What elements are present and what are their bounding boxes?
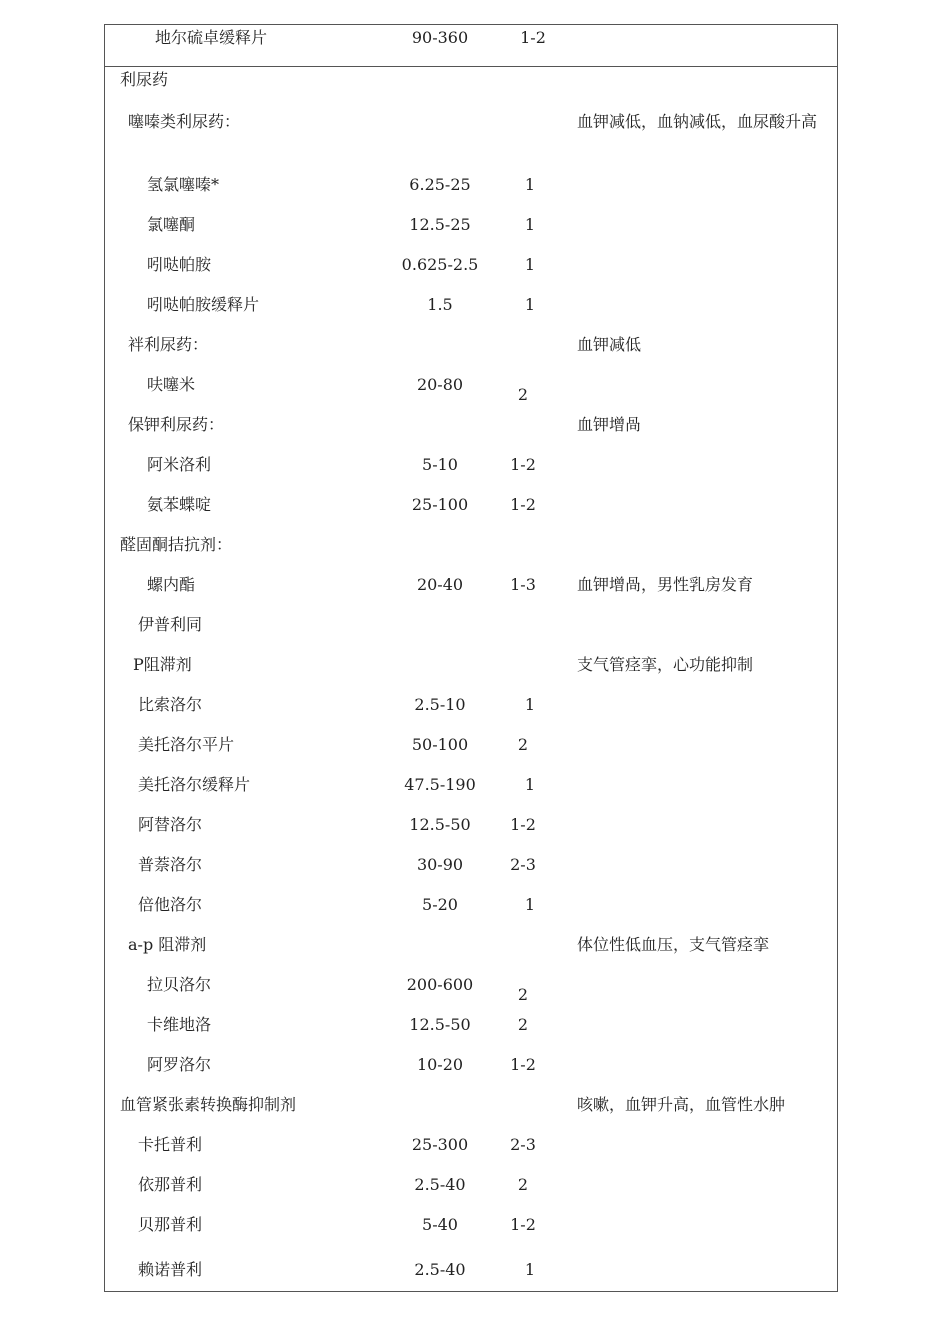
drug-name: 依那普利 <box>138 1175 203 1194</box>
table-row <box>0 413 950 441</box>
table-row <box>0 733 950 761</box>
daily-frequency: 1-3 <box>510 575 536 594</box>
table-row <box>0 613 950 641</box>
side-effects: 支气管痉挛，心功能抑制 <box>577 655 754 674</box>
drug-name: 倍他洛尔 <box>138 895 203 914</box>
dose-range: 10-20 <box>416 1055 464 1074</box>
table-row <box>0 1133 950 1161</box>
side-effects: 体位性低血压，支气管痉挛 <box>577 935 770 954</box>
category-heading: P阻滞剂 <box>133 655 192 674</box>
drug-name: 氯噻酮 <box>147 215 196 234</box>
side-effects: 血钾增咼 <box>577 415 642 434</box>
daily-frequency: 2 <box>517 1015 529 1034</box>
table-row <box>0 1053 950 1081</box>
table-row <box>0 893 950 921</box>
dose-range: 30-90 <box>416 855 464 874</box>
drug-name: 比索洛尔 <box>138 695 203 714</box>
table-row <box>0 693 950 721</box>
drug-name: 螺内酯 <box>147 575 196 594</box>
table-row <box>0 373 950 404</box>
daily-frequency: 1-2 <box>520 28 546 47</box>
daily-frequency: 1-2 <box>510 1055 536 1074</box>
table-row <box>0 293 950 321</box>
table-row <box>0 853 950 881</box>
table-row <box>0 1213 950 1241</box>
daily-frequency: 1 <box>524 255 536 274</box>
drug-name: 氨苯蝶啶 <box>147 495 212 514</box>
category-heading: a-p 阻滞剂 <box>128 935 207 954</box>
table-row <box>0 773 950 801</box>
table-row <box>0 933 950 961</box>
dose-range: 25-300 <box>411 1135 469 1154</box>
table-row <box>0 573 950 601</box>
table-row <box>0 653 950 681</box>
drug-name: 吲哒帕胺 <box>147 255 212 274</box>
drug-name: 吲哒帕胺缓释片 <box>147 295 260 314</box>
daily-frequency: 1-2 <box>510 455 536 474</box>
dose-range: 2.5-40 <box>414 1175 466 1194</box>
dose-range: 12.5-50 <box>409 1015 471 1034</box>
daily-frequency: 1-2 <box>510 815 536 834</box>
daily-frequency: 2 <box>517 735 529 754</box>
drug-name: 拉贝洛尔 <box>147 975 212 994</box>
dose-range: 90-360 <box>411 28 469 47</box>
table-row <box>0 253 950 281</box>
dose-range: 50-100 <box>411 735 469 754</box>
table-row <box>0 173 950 201</box>
dose-range: 2.5-10 <box>414 695 466 714</box>
daily-frequency: 2-3 <box>510 1135 536 1154</box>
table-row <box>0 213 950 241</box>
subcategory-heading: 噻嗪类利尿药： <box>128 112 241 131</box>
table-row <box>0 333 950 361</box>
drug-name: 阿罗洛尔 <box>147 1055 212 1074</box>
drug-name: 阿替洛尔 <box>138 815 203 834</box>
drug-name: 呋噻米 <box>147 375 196 394</box>
subcategory-heading: 保钾利尿药： <box>128 415 225 434</box>
dose-range: 6.25-25 <box>409 175 471 194</box>
table-row <box>0 973 950 1004</box>
drug-name: 赖诺普利 <box>138 1260 203 1279</box>
table-row <box>0 1013 950 1041</box>
table-row <box>0 493 950 521</box>
table-row <box>0 453 950 481</box>
dose-range: 0.625-2.5 <box>401 255 479 274</box>
drug-name: 卡托普利 <box>138 1135 203 1154</box>
dose-range: 1.5 <box>427 295 453 314</box>
table-row <box>0 1093 950 1121</box>
daily-frequency: 1-2 <box>510 1215 536 1234</box>
category-heading: 血管紧张素转换酶抑制剂 <box>120 1095 297 1114</box>
dose-range: 2.5-40 <box>414 1260 466 1279</box>
dose-range: 12.5-50 <box>409 815 471 834</box>
row-divider <box>104 66 838 67</box>
daily-frequency: 1 <box>524 895 536 914</box>
dose-range: 47.5-190 <box>404 775 476 794</box>
dose-range: 20-40 <box>416 575 464 594</box>
subcategory-heading: 袢利尿药： <box>128 335 209 354</box>
table-row <box>0 1258 950 1286</box>
table-row <box>0 1173 950 1201</box>
drug-name: 美托洛尔平片 <box>138 735 235 754</box>
dose-range: 12.5-25 <box>409 215 471 234</box>
side-effects: 血钾减低 <box>577 335 642 354</box>
dose-range: 5-10 <box>422 455 458 474</box>
drug-name: 普萘洛尔 <box>138 855 203 874</box>
daily-frequency: 2 <box>517 985 529 1004</box>
table-row <box>0 26 950 54</box>
side-effects: 血钾减低，血钠减低，血尿酸升高 <box>577 112 818 131</box>
drug-name: 伊普利同 <box>138 615 203 634</box>
dose-range: 5-20 <box>422 895 458 914</box>
daily-frequency: 1 <box>524 215 536 234</box>
daily-frequency: 2-3 <box>510 855 536 874</box>
category-heading: 醛固酮拮抗剂： <box>120 535 233 554</box>
drug-name: 氢氯噻嗪* <box>147 175 220 194</box>
daily-frequency: 2 <box>517 1175 529 1194</box>
side-effects: 血钾增咼，男性乳房发育 <box>577 575 754 594</box>
table-row <box>0 533 950 561</box>
drug-name: 阿米洛利 <box>147 455 212 474</box>
dose-range: 5-40 <box>422 1215 458 1234</box>
dose-range: 20-80 <box>416 375 464 394</box>
side-effects: 咳嗽，血钾升高，血管性水肿 <box>577 1095 786 1114</box>
daily-frequency: 1 <box>524 175 536 194</box>
daily-frequency: 1 <box>524 695 536 714</box>
daily-frequency: 1 <box>524 775 536 794</box>
daily-frequency: 1 <box>524 1260 536 1279</box>
table-row <box>0 813 950 841</box>
drug-name: 地尔硫卓缓释片 <box>155 28 268 47</box>
dose-range: 25-100 <box>411 495 469 514</box>
table-row <box>0 110 950 162</box>
dose-range: 200-600 <box>406 975 474 994</box>
daily-frequency: 2 <box>517 385 529 404</box>
daily-frequency: 1 <box>524 295 536 314</box>
drug-name: 卡维地洛 <box>147 1015 212 1034</box>
table-row <box>0 68 950 96</box>
drug-name: 贝那普利 <box>138 1215 203 1234</box>
category-heading: 利尿药 <box>120 70 169 89</box>
daily-frequency: 1-2 <box>510 495 536 514</box>
drug-name: 美托洛尔缓释片 <box>138 775 251 794</box>
